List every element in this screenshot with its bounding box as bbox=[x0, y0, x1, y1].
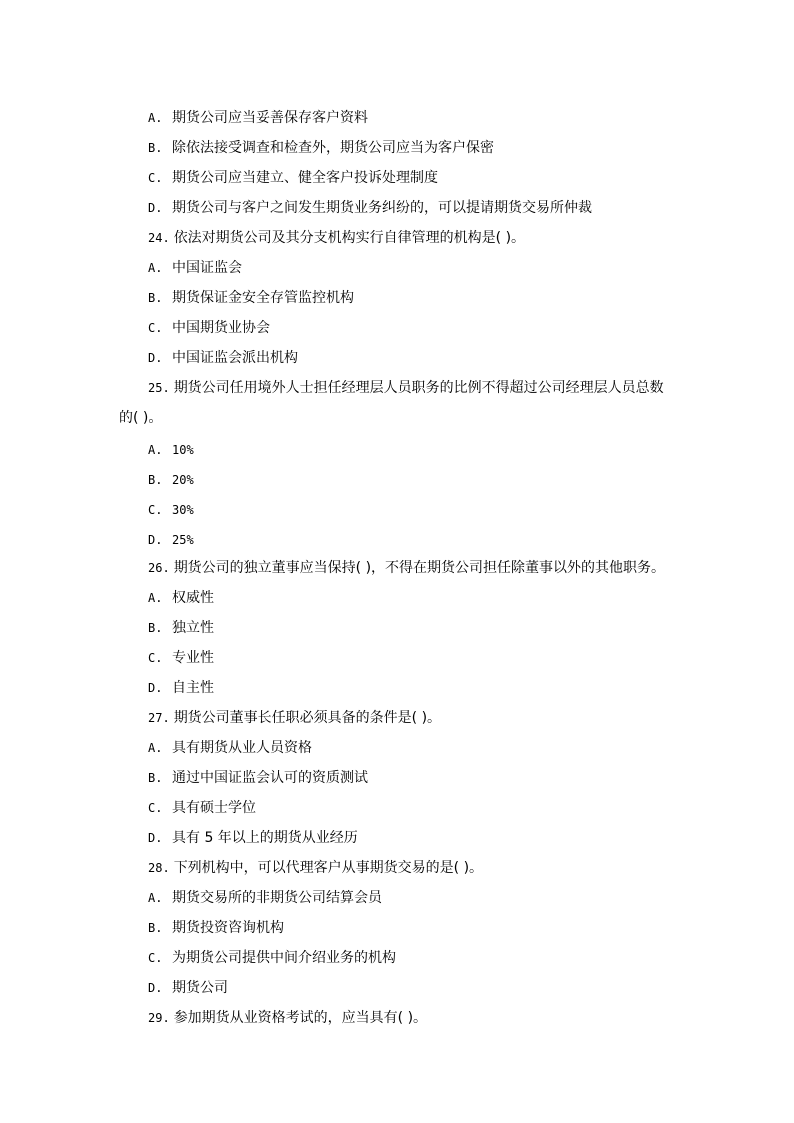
question-number: 24. bbox=[148, 231, 170, 245]
option-c bbox=[148, 798, 256, 828]
option-letter: D. bbox=[148, 533, 163, 547]
option-text: 权威性 bbox=[172, 590, 214, 606]
option-text: 除依法接受调查和检查外，期货公司应当为客户保密 bbox=[172, 140, 494, 156]
option-d bbox=[148, 348, 298, 378]
question-number: 25. bbox=[148, 381, 170, 395]
option-letter: C. bbox=[148, 503, 163, 517]
option-letter: A. bbox=[148, 591, 163, 605]
option-text: 中国证监会 bbox=[172, 260, 242, 276]
option-text: 期货投资咨询机构 bbox=[172, 920, 284, 936]
option-text: 期货公司应当建立、健全客户投诉处理制度 bbox=[172, 170, 438, 186]
option-c bbox=[148, 500, 194, 530]
option-b bbox=[148, 138, 494, 168]
option-text: 期货公司 bbox=[172, 980, 228, 996]
option-letter: A. bbox=[148, 891, 163, 905]
option-text: 独立性 bbox=[172, 620, 214, 636]
option-letter: D. bbox=[148, 201, 163, 215]
option-c bbox=[148, 318, 270, 348]
question-number: 28. bbox=[148, 861, 170, 875]
option-letter: B. bbox=[148, 771, 163, 785]
question-number: 27. bbox=[148, 711, 170, 725]
option-letter: C. bbox=[148, 321, 163, 335]
option-text: 具有期货从业人员资格 bbox=[172, 740, 312, 756]
option-a bbox=[148, 108, 368, 138]
option-a bbox=[148, 588, 214, 618]
option-letter: A. bbox=[148, 741, 163, 755]
option-letter: C. bbox=[148, 651, 163, 665]
option-letter: D. bbox=[148, 351, 163, 365]
option-a bbox=[148, 738, 312, 768]
option-c bbox=[148, 168, 438, 198]
question-26 bbox=[148, 558, 665, 588]
option-c bbox=[148, 948, 396, 978]
option-letter: B. bbox=[148, 621, 163, 635]
question-number: 26. bbox=[148, 561, 170, 575]
question-28 bbox=[148, 858, 483, 888]
option-text: 具有硕士学位 bbox=[172, 800, 256, 816]
option-b bbox=[148, 918, 284, 948]
option-b bbox=[148, 768, 368, 798]
option-d bbox=[148, 828, 358, 858]
question-text: 参加期货从业资格考试的，应当具有( )。 bbox=[173, 1010, 428, 1026]
option-d bbox=[148, 530, 194, 560]
question-29 bbox=[148, 1008, 427, 1038]
option-letter: A. bbox=[148, 261, 163, 275]
option-letter: C. bbox=[148, 801, 163, 815]
option-a bbox=[148, 888, 382, 918]
option-text: 期货交易所的非期货公司结算会员 bbox=[172, 890, 382, 906]
option-text: 30% bbox=[172, 503, 194, 517]
option-letter: D. bbox=[148, 831, 163, 845]
option-b bbox=[148, 288, 354, 318]
option-letter: A. bbox=[148, 443, 163, 457]
option-text: 中国期货业协会 bbox=[172, 320, 270, 336]
option-a bbox=[148, 258, 242, 288]
question-text: 期货公司董事长任职必须具备的条件是( )。 bbox=[173, 710, 442, 726]
option-letter: D. bbox=[148, 981, 163, 995]
question-25 bbox=[148, 378, 664, 408]
option-letter: D. bbox=[148, 681, 163, 695]
option-d bbox=[148, 198, 592, 228]
option-text: 中国证监会派出机构 bbox=[172, 350, 298, 366]
option-b bbox=[148, 618, 214, 648]
option-text: 10% bbox=[172, 443, 194, 457]
option-text: 期货保证金安全存管监控机构 bbox=[172, 290, 354, 306]
option-text: 期货公司应当妥善保存客户资料 bbox=[172, 110, 368, 126]
question-number: 29. bbox=[148, 1011, 170, 1025]
option-d bbox=[148, 678, 214, 708]
option-text: 25% bbox=[172, 533, 194, 547]
question-text: 期货公司任用境外人士担任经理层人员职务的比例不得超过公司经理层人员总数 bbox=[173, 380, 664, 396]
option-text: 专业性 bbox=[172, 650, 214, 666]
option-b bbox=[148, 470, 194, 500]
option-c bbox=[148, 648, 214, 678]
option-letter: B. bbox=[148, 921, 163, 935]
option-letter: B. bbox=[148, 473, 163, 487]
option-letter: B. bbox=[148, 291, 163, 305]
question-text: 依法对期货公司及其分支机构实行自律管理的机构是( )。 bbox=[173, 230, 526, 246]
question-27 bbox=[148, 708, 441, 738]
option-a bbox=[148, 440, 194, 470]
option-text: 期货公司与客户之间发生期货业务纠纷的，可以提请期货交易所仲裁 bbox=[172, 200, 592, 216]
option-letter: C. bbox=[148, 951, 163, 965]
option-letter: B. bbox=[148, 141, 163, 155]
option-letter: A. bbox=[148, 111, 163, 125]
question-24 bbox=[148, 228, 525, 258]
question-text: 下列机构中，可以代理客户从事期货交易的是( )。 bbox=[173, 860, 484, 876]
option-text: 通过中国证监会认可的资质测试 bbox=[172, 770, 368, 786]
question-text: 期货公司的独立董事应当保持( )，不得在期货公司担任除董事以外的其他职务。 bbox=[173, 560, 666, 576]
option-text: 具有 5 年以上的期货从业经历 bbox=[172, 830, 358, 846]
question-text-continuation: 的( )。 bbox=[119, 410, 163, 426]
option-d bbox=[148, 978, 228, 1008]
option-text: 自主性 bbox=[172, 680, 214, 696]
option-letter: C. bbox=[148, 171, 163, 185]
question-25-continuation bbox=[119, 408, 162, 438]
option-text: 20% bbox=[172, 473, 194, 487]
option-text: 为期货公司提供中间介绍业务的机构 bbox=[172, 950, 396, 966]
